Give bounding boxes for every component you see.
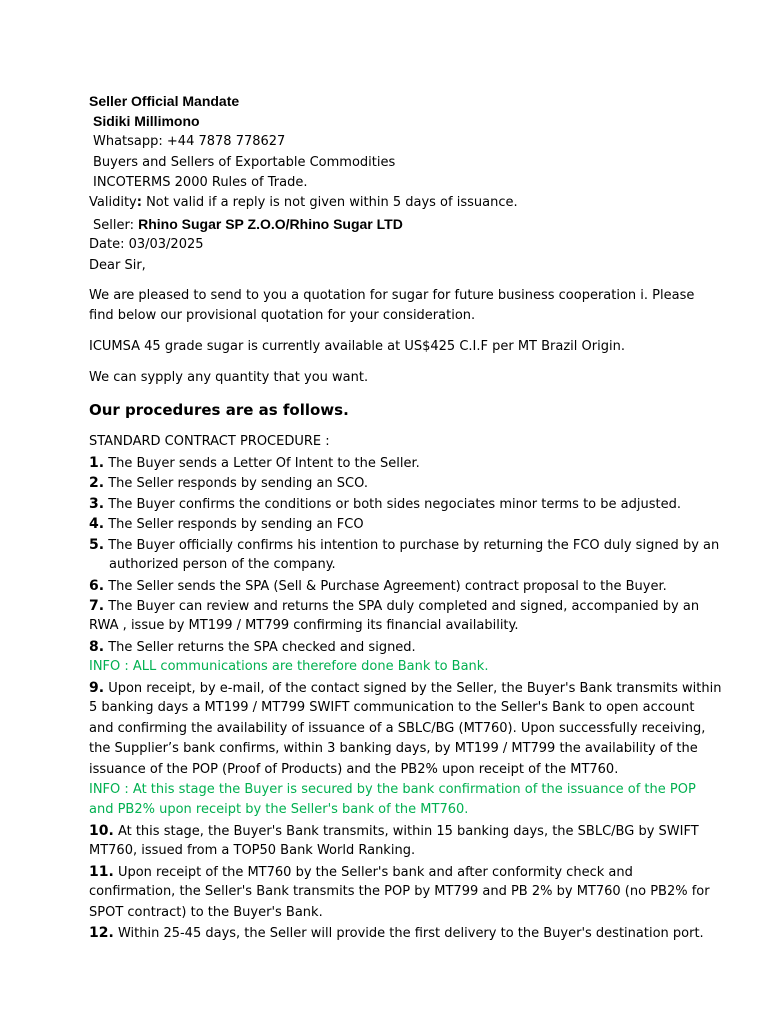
info-note-2-line-2: and PB2% upon receipt by the Seller's bank of the MT760. — [89, 802, 469, 817]
salutation: Dear Sir, — [89, 258, 146, 273]
step-9 — [89, 678, 721, 699]
step-number: 10. — [89, 823, 114, 839]
info-note-1: INFO : ALL communications are therefore done Bank to Bank. — [89, 659, 489, 674]
step-number: 3. — [89, 496, 105, 512]
step-11-continued-1: confirmation, the Seller's Bank transmits the POP by MT799 and PB 2% by MT760 (no PB2% for — [89, 884, 710, 899]
step-6 — [89, 576, 667, 597]
mandate-name: Sidiki Millimono — [93, 113, 200, 129]
step-9-continued-2: and confirming the availability of issuance of a SBLC/BG (MT760). Upon successfully receiving, — [89, 721, 706, 736]
validity-colon: : — [136, 195, 142, 210]
step-text: Upon receipt of the MT760 by the Seller's bank and after conformity check and — [113, 865, 633, 880]
standard-procedure-heading: STANDARD CONTRACT PROCEDURE : — [89, 434, 330, 449]
seller-line — [93, 214, 403, 236]
step-8 — [89, 637, 416, 658]
seller-label: Seller: — [93, 218, 139, 233]
step-text: Upon receipt, by e-mail, of the contact signed by the Seller, the Buyer's Bank transmits within — [104, 681, 722, 696]
whatsapp-contact: Whatsapp: +44 7878 778627 — [93, 134, 286, 149]
step-text: The Seller responds by sending an SCO. — [104, 476, 368, 491]
info-note-2-line-1: INFO : At this stage the Buyer is secured by the bank confirmation of the issuance of the POP — [89, 782, 696, 797]
step-number: 2. — [89, 475, 105, 491]
validity-line — [89, 193, 518, 213]
company-tagline: Buyers and Sellers of Exportable Commodities — [93, 155, 396, 170]
step-number: 7. — [89, 598, 105, 614]
step-9-continued-3: the Supplier’s bank confirms, within 3 banking days, by MT199 / MT799 the availability of the — [89, 741, 698, 756]
step-7-continued: RWA , issue by MT199 / MT799 confirming its financial availability. — [89, 618, 519, 633]
step-5 — [89, 535, 719, 556]
document-title: Seller Official Mandate — [89, 93, 240, 109]
intro-line-1: We are pleased to send to you a quotation for sugar for future business cooperation i. Please — [89, 288, 695, 303]
step-5-continued: authorized person of the company. — [109, 557, 336, 572]
step-10-continued: MT760, issued from a TOP50 Bank World Ranking. — [89, 843, 416, 858]
step-number: 1. — [89, 455, 105, 471]
validity-label: Validity — [89, 195, 137, 210]
step-text: The Seller sends the SPA (Sell & Purchase Agreement) contract proposal to the Buyer. — [104, 579, 667, 594]
step-text: The Buyer can review and returns the SPA duly completed and signed, accompanied by an — [104, 599, 700, 614]
step-text: The Buyer confirms the conditions or both sides negociates minor terms to be adjusted. — [104, 497, 681, 512]
step-text: The Seller responds by sending an FCO — [104, 517, 364, 532]
step-number: 8. — [89, 639, 105, 655]
step-10 — [89, 821, 699, 842]
step-1 — [89, 453, 420, 474]
procedures-heading: Our procedures are as follows. — [89, 401, 349, 419]
step-number: 11. — [89, 864, 114, 880]
step-7 — [89, 596, 699, 617]
date-line: Date: 03/03/2025 — [89, 237, 204, 252]
step-9-continued-4: issuance of the POP (Proof of Products) and the PB2% upon receipt of the MT760. — [89, 762, 619, 777]
step-9-continued-1: 5 banking days a MT199 / MT799 SWIFT communication to the Seller's Bank to open account — [89, 700, 695, 715]
offer-line: ICUMSA 45 grade sugar is currently available at US$425 C.I.F per MT Brazil Origin. — [89, 339, 625, 354]
step-number: 4. — [89, 516, 105, 532]
step-text: The Buyer sends a Letter Of Intent to the Seller. — [104, 456, 420, 471]
seller-name: Rhino Sugar SP Z.O.O/Rhino Sugar LTD — [138, 216, 403, 232]
supply-line: We can sypply any quantity that you want. — [89, 370, 369, 385]
step-text: At this stage, the Buyer's Bank transmits, within 15 banking days, the SBLC/BG by SWIFT — [113, 824, 699, 839]
step-11-continued-2: SPOT contract) to the Buyer's Bank. — [89, 905, 323, 920]
step-number: 12. — [89, 925, 114, 941]
step-4 — [89, 514, 364, 535]
step-text: The Buyer officially confirms his intention to purchase by returning the FCO duly signed by an — [104, 538, 720, 553]
incoterms-line: INCOTERMS 2000 Rules of Trade. — [93, 175, 308, 190]
step-number: 9. — [89, 680, 105, 696]
step-3 — [89, 494, 681, 515]
step-11 — [89, 862, 633, 883]
validity-text: Not valid if a reply is not given within 5 days of issuance. — [141, 195, 518, 210]
step-12 — [89, 923, 704, 944]
intro-line-2: find below our provisional quotation for your consideration. — [89, 308, 476, 323]
step-text: Within 25-45 days, the Seller will provide the first delivery to the Buyer's destination port. — [113, 926, 704, 941]
step-2 — [89, 473, 368, 494]
step-text: The Seller returns the SPA checked and signed. — [104, 640, 416, 655]
step-number: 6. — [89, 578, 105, 594]
step-number: 5. — [89, 537, 105, 553]
